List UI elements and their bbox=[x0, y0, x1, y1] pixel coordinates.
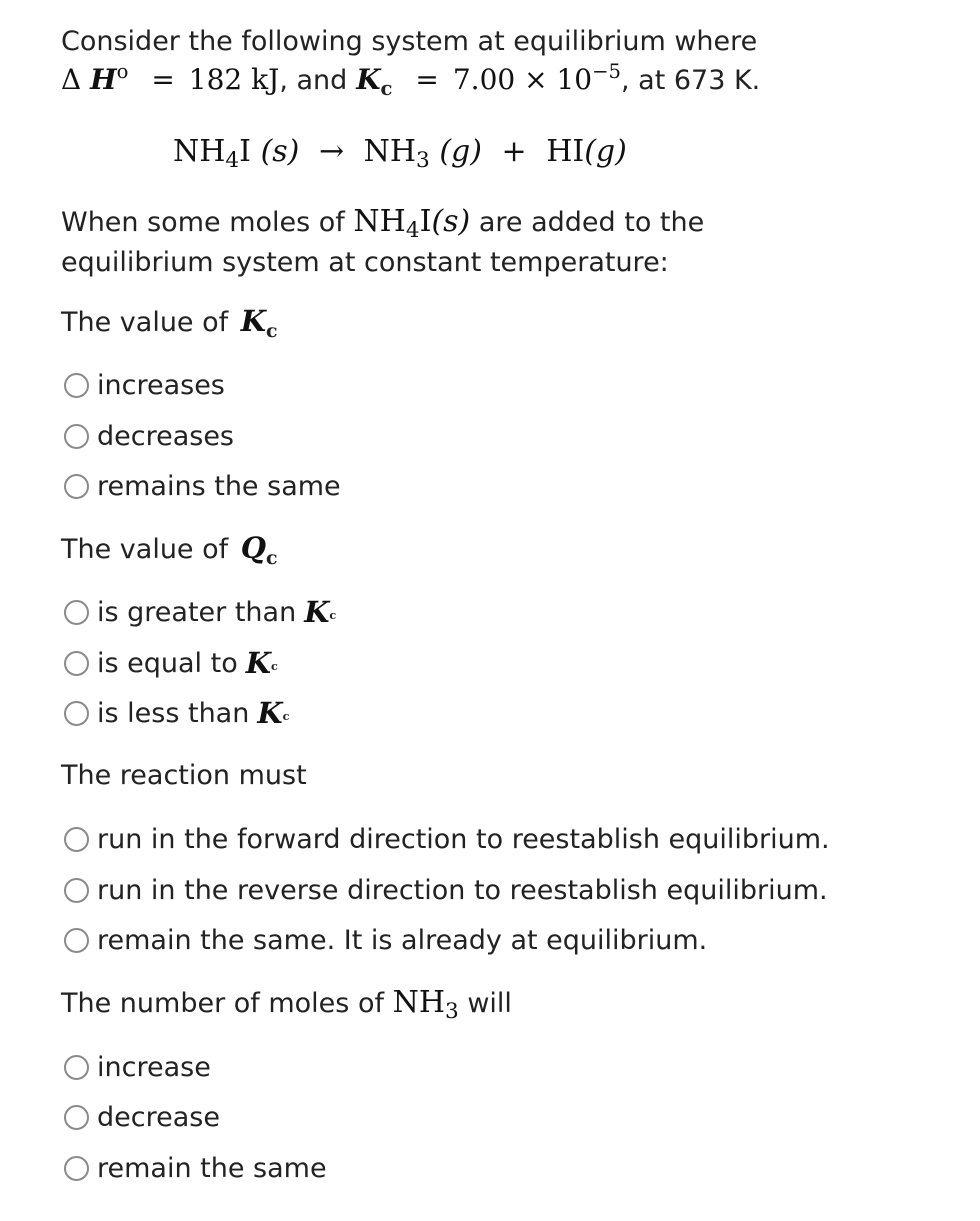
radio-button[interactable] bbox=[64, 878, 89, 903]
question-4-species-subscript: 3 bbox=[445, 999, 459, 1025]
q2-option-less-label: is less than bbox=[97, 697, 250, 729]
q3-option-forward-label: run in the forward direction to reestablish equilibrium. bbox=[97, 823, 830, 855]
scenario-species-subscript: 4 bbox=[405, 218, 420, 244]
q1-option-remains-label: remains the same bbox=[97, 470, 341, 502]
kc-symbol: K bbox=[257, 696, 283, 730]
q4-option-decrease[interactable] bbox=[64, 1100, 220, 1134]
radio-button[interactable] bbox=[64, 1156, 89, 1181]
product-2-state: (g) bbox=[584, 134, 627, 169]
scenario-species-tail: I bbox=[419, 204, 432, 239]
question-2-symbol: Q bbox=[240, 531, 267, 565]
q2-option-equal-label: is equal to bbox=[97, 647, 238, 679]
kc-subscript: c bbox=[380, 76, 393, 100]
radio-button[interactable] bbox=[64, 928, 89, 953]
kc-symbol: K bbox=[356, 63, 381, 96]
reaction-arrow: → bbox=[318, 134, 345, 169]
delta-symbol: Δ bbox=[61, 63, 82, 96]
q4-option-increase[interactable] bbox=[64, 1050, 211, 1084]
equals-sign-2: = bbox=[415, 63, 439, 96]
kc-subscript: c bbox=[270, 659, 278, 674]
q2-option-less-than[interactable] bbox=[64, 696, 289, 730]
scenario-line-1 bbox=[61, 204, 705, 244]
scenario-species-formula: NH bbox=[353, 204, 406, 239]
q4-option-remain-label: remain the same bbox=[97, 1152, 327, 1184]
radio-button[interactable] bbox=[64, 600, 89, 625]
q2-option-greater-than[interactable] bbox=[64, 595, 336, 629]
kc-exponent: −5 bbox=[592, 60, 621, 84]
product-2-formula: HI bbox=[546, 134, 585, 169]
scenario-prefix: When some moles of bbox=[61, 207, 345, 238]
equals-sign: = bbox=[151, 63, 175, 96]
radio-button[interactable] bbox=[64, 701, 89, 726]
radio-button[interactable] bbox=[64, 1105, 89, 1130]
enthalpy-symbol: H bbox=[90, 63, 117, 96]
question-4-species bbox=[392, 985, 459, 1025]
radio-button[interactable] bbox=[64, 424, 89, 449]
q3-option-remain-label: remain the same. It is already at equilibrium. bbox=[97, 924, 708, 956]
q2-option-equal-to[interactable] bbox=[64, 646, 278, 680]
q4-option-increase-label: increase bbox=[97, 1051, 211, 1083]
question-2-symbol-subscript: c bbox=[266, 546, 278, 569]
radio-button[interactable] bbox=[64, 651, 89, 676]
q3-option-reverse-label: run in the reverse direction to reestablish equilibrium. bbox=[97, 874, 828, 906]
q1-option-increases-label: increases bbox=[97, 369, 225, 401]
plus-sign: + bbox=[501, 134, 527, 169]
question-4-prompt bbox=[61, 985, 512, 1025]
kc-subscript: c bbox=[329, 608, 337, 623]
question-1-symbol-subscript: c bbox=[265, 319, 278, 342]
kc-symbol: K bbox=[304, 595, 330, 629]
q2-option-greater-label: is greater than bbox=[97, 596, 297, 628]
question-2-prompt-text: The value of bbox=[61, 534, 229, 565]
intro-line-1: Consider the following system at equilibrium where bbox=[61, 26, 758, 57]
kc-mantissa: 7.00 × 10 bbox=[452, 63, 593, 96]
q3-option-reverse[interactable] bbox=[64, 873, 828, 907]
standard-state-degree: o bbox=[116, 60, 129, 84]
question-2-prompt bbox=[61, 531, 278, 569]
scenario-species-state: (s) bbox=[431, 204, 471, 239]
enthalpy-value: 182 kJ bbox=[188, 63, 280, 96]
temperature-text: , at 673 K. bbox=[620, 65, 761, 96]
reaction-equation bbox=[173, 134, 627, 174]
question-1-prompt bbox=[61, 304, 278, 342]
scenario-suffix: are added to the bbox=[478, 207, 705, 238]
q3-option-remain[interactable] bbox=[64, 923, 707, 957]
q1-option-remains-the-same[interactable] bbox=[64, 469, 341, 503]
scenario-species bbox=[353, 204, 471, 244]
question-4-species-formula: NH bbox=[392, 985, 445, 1020]
question-3-prompt: The reaction must bbox=[61, 760, 307, 791]
reactant-subscript: 4 bbox=[225, 148, 240, 174]
radio-button[interactable] bbox=[64, 373, 89, 398]
scenario-line-2: equilibrium system at constant temperature: bbox=[61, 247, 669, 278]
question-4-suffix: will bbox=[467, 988, 512, 1019]
q1-option-increases[interactable] bbox=[64, 368, 225, 402]
question-1-symbol: K bbox=[240, 304, 266, 338]
q3-option-forward[interactable] bbox=[64, 822, 830, 856]
kc-symbol: K bbox=[245, 646, 271, 680]
question-4-prompt-text: The number of moles of bbox=[61, 988, 384, 1019]
q1-option-decreases[interactable] bbox=[64, 419, 234, 453]
radio-button[interactable] bbox=[64, 474, 89, 499]
q4-option-remain-the-same[interactable] bbox=[64, 1151, 327, 1185]
product-1-formula: NH bbox=[363, 134, 417, 169]
reactant-state: (s) bbox=[260, 134, 300, 169]
q4-option-decrease-label: decrease bbox=[97, 1101, 220, 1133]
reactant-formula-tail: I bbox=[239, 134, 252, 169]
question-1-prompt-text: The value of bbox=[61, 307, 229, 338]
and-text: , and bbox=[279, 65, 348, 96]
intro-line-2 bbox=[61, 60, 761, 100]
product-1-subscript: 3 bbox=[416, 148, 430, 174]
reactant-formula: NH bbox=[173, 134, 226, 169]
q1-option-decreases-label: decreases bbox=[97, 420, 235, 452]
product-1-state: (g) bbox=[439, 134, 482, 169]
radio-button[interactable] bbox=[64, 827, 89, 852]
kc-subscript: c bbox=[282, 709, 290, 724]
radio-button[interactable] bbox=[64, 1055, 89, 1080]
